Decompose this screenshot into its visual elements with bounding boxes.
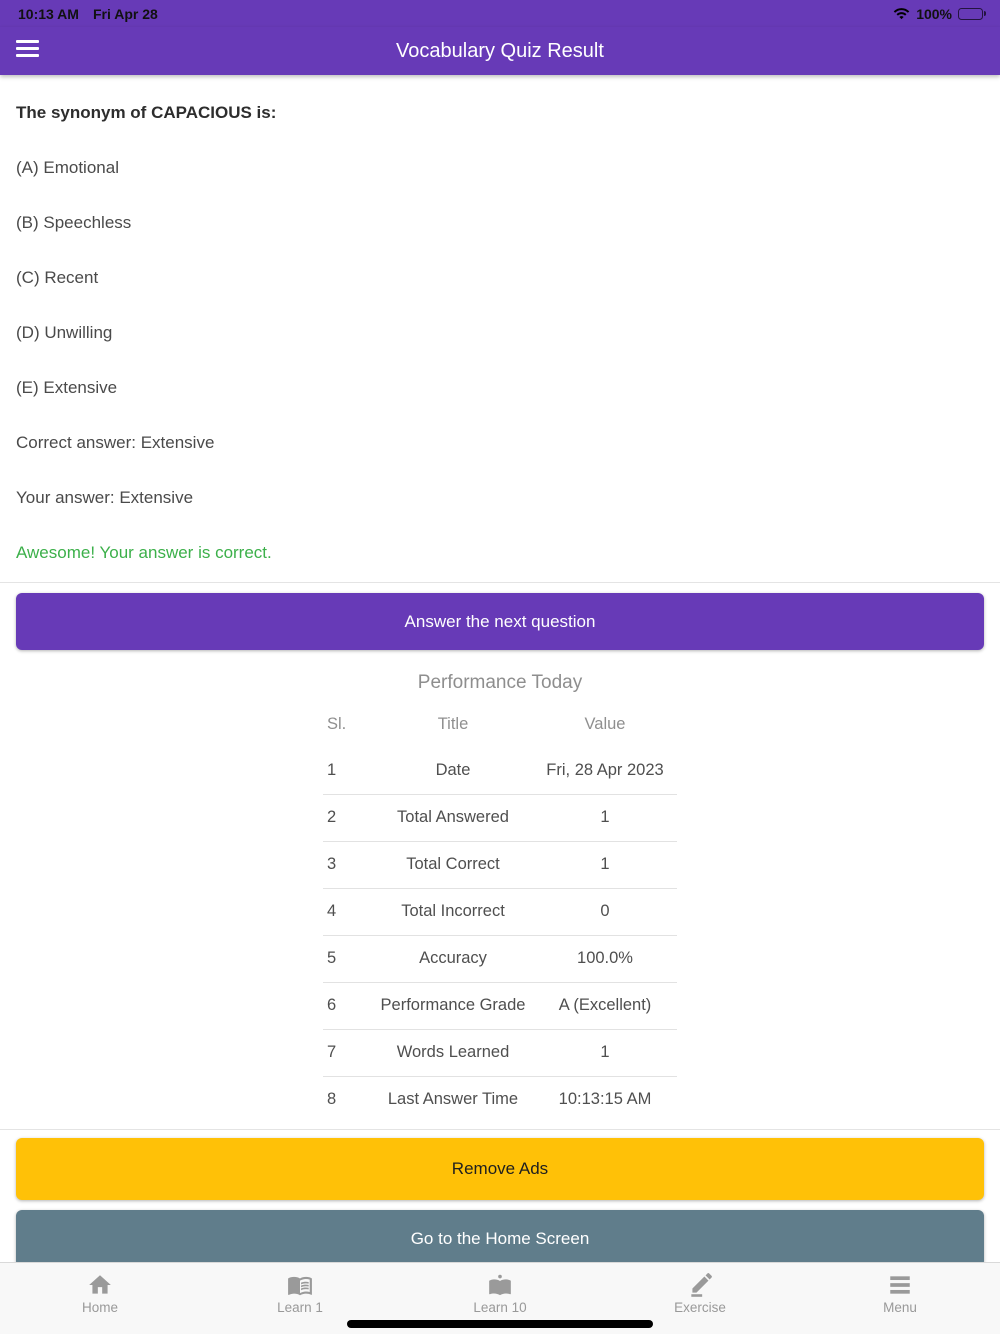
section-divider (0, 1129, 1000, 1130)
table-row (323, 888, 677, 935)
table-header-row (323, 702, 677, 747)
clock-time: 10:13 AM (18, 5, 79, 22)
row-value: 1 (600, 855, 610, 873)
home-indicator-bar[interactable] (347, 1320, 653, 1328)
app-header (0, 27, 1000, 75)
option-d: (D) Unwilling (16, 323, 113, 342)
row-value: 100.0% (577, 949, 633, 967)
remove-ads-button[interactable]: Remove Ads (16, 1138, 984, 1200)
question-text: The synonym of CAPACIOUS is: (16, 103, 277, 122)
row-value: A (Excellent) (558, 996, 652, 1014)
go-home-button[interactable]: Go to the Home Screen (16, 1210, 984, 1267)
row-title: Words Learned (396, 1043, 510, 1061)
row-sl: 5 (327, 949, 337, 967)
tab-label: Menu (883, 1300, 917, 1315)
status-bar (0, 0, 1000, 27)
table-row (323, 794, 677, 841)
book-bookmark-icon (487, 1272, 513, 1298)
row-sl: 4 (327, 902, 337, 920)
tab-label: Exercise (674, 1300, 726, 1315)
row-value: Fri, 28 Apr 2023 (546, 760, 664, 779)
tab-home[interactable] (0, 1263, 200, 1334)
battery-icon (958, 8, 986, 20)
status-date: Fri Apr 28 (92, 5, 158, 22)
wifi-icon (893, 7, 910, 20)
row-value: 1 (600, 808, 610, 826)
hamburger-menu-icon[interactable] (16, 40, 39, 57)
section-divider (0, 582, 1000, 583)
tab-menu[interactable] (800, 1263, 1000, 1334)
row-sl: 1 (327, 760, 337, 779)
option-c: (C) Recent (16, 268, 99, 287)
quiz-result-section (0, 75, 1000, 563)
performance-table (323, 702, 677, 1123)
home-icon (87, 1272, 113, 1298)
option-e: (E) Extensive (16, 378, 118, 397)
row-title: Accuracy (419, 949, 487, 967)
row-value: 10:13:15 AM (558, 1090, 652, 1109)
row-title: Total Answered (397, 808, 509, 826)
row-title: Last Answer Time (387, 1090, 519, 1109)
tab-label: Learn 1 (277, 1300, 323, 1315)
row-value: 1 (600, 1043, 610, 1061)
column-header-value: Value (584, 715, 626, 733)
menu-lines-icon (887, 1272, 913, 1298)
row-value: 0 (600, 902, 610, 920)
tab-label: Learn 10 (473, 1300, 527, 1315)
table-row (323, 1076, 677, 1123)
performance-title: Performance Today (417, 672, 583, 693)
row-sl: 3 (327, 855, 337, 873)
page-title: Vocabulary Quiz Result (396, 39, 604, 62)
row-title: Date (435, 760, 471, 779)
tab-label: Home (81, 1300, 118, 1315)
open-book-icon (287, 1272, 313, 1298)
your-answer-text: Your answer: Extensive (16, 488, 194, 507)
column-header-title: Title (437, 715, 469, 733)
correct-answer-text: Correct answer: Extensive (16, 433, 215, 452)
row-title: Total Correct (406, 855, 500, 873)
option-a: (A) Emotional (16, 158, 119, 177)
row-title: Total Incorrect (401, 902, 505, 920)
table-row (323, 982, 677, 1029)
row-sl: 7 (327, 1043, 337, 1061)
battery-percent-label: 100% (916, 5, 952, 22)
feedback-text: Awesome! Your answer is correct. (16, 543, 272, 562)
pencil-icon (687, 1272, 713, 1298)
row-title: Performance Grade (380, 996, 526, 1014)
table-row (323, 841, 677, 888)
next-question-button[interactable]: Answer the next question (16, 593, 984, 650)
table-row (323, 1029, 677, 1076)
row-sl: 8 (327, 1090, 337, 1109)
table-row (323, 935, 677, 982)
column-header-sl: Sl. (327, 715, 347, 733)
row-sl: 2 (327, 808, 337, 826)
table-row (323, 747, 677, 794)
row-sl: 6 (327, 996, 337, 1014)
option-b: (B) Speechless (16, 213, 132, 232)
